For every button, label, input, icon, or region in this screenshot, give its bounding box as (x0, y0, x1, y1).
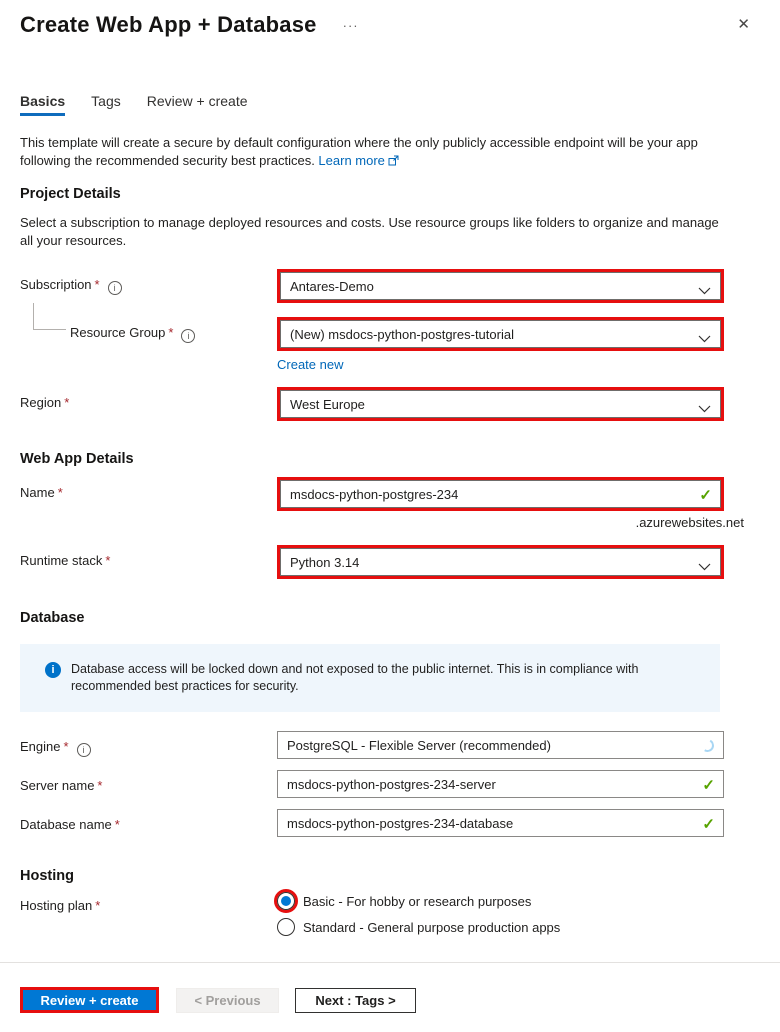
annotation-highlight (277, 477, 724, 511)
runtime-stack-dropdown[interactable] (280, 548, 721, 576)
section-heading-project-details: Project Details (20, 186, 121, 202)
database-name-label: Database name * (20, 817, 120, 832)
engine-row (20, 731, 760, 759)
hosting-plan-option-standard (277, 918, 724, 936)
database-info-banner-text: Database access will be locked down and not exposed to the public internet. This is in compliance with recommended best practices for security. (71, 662, 639, 693)
region-value: West Europe (290, 396, 365, 412)
name-input[interactable] (290, 487, 692, 502)
resource-group-connector (33, 303, 66, 330)
annotation-highlight (277, 387, 724, 421)
required-asterisk: * (114, 817, 120, 832)
annotation-highlight (20, 987, 159, 1013)
external-link-icon (388, 153, 399, 171)
close-icon[interactable]: ✕ (737, 16, 750, 33)
radio-basic-label: Basic - For hobby or research purposes (303, 893, 532, 909)
server-name-input[interactable] (287, 777, 695, 792)
valid-check-icon: ✓ (702, 816, 715, 833)
subscription-label: Subscription * i (20, 269, 277, 295)
more-options-icon[interactable]: ··· (342, 18, 359, 33)
name-row (20, 477, 760, 511)
wizard-tabs (20, 91, 760, 116)
required-asterisk: * (64, 395, 70, 410)
wizard-footer (0, 962, 780, 1013)
engine-label: Engine * i (20, 731, 277, 757)
info-icon[interactable]: i (77, 743, 91, 757)
server-name-input-wrap (277, 770, 724, 798)
required-asterisk: * (95, 898, 101, 913)
review-create-button[interactable]: Review + create (23, 990, 156, 1010)
valid-check-icon: ✓ (702, 777, 715, 794)
info-filled-icon: i (45, 662, 61, 678)
resource-group-dropdown[interactable] (280, 320, 721, 348)
annotation-highlight (277, 317, 724, 351)
region-label: Region * (20, 395, 70, 410)
annotation-highlight (277, 545, 724, 579)
required-asterisk: * (63, 739, 69, 754)
chevron-down-icon (698, 283, 711, 298)
tab-basics[interactable]: Basics (20, 91, 65, 116)
server-name-label: Server name * (20, 778, 103, 793)
server-name-row (20, 770, 760, 798)
page-title: Create Web App + Database (20, 12, 317, 37)
runtime-stack-label: Runtime stack * (20, 553, 111, 568)
pane-header (20, 12, 760, 38)
chevron-down-icon (698, 331, 711, 346)
tab-tags[interactable]: Tags (91, 93, 121, 109)
hosting-plan-option-basic (277, 892, 724, 910)
region-dropdown[interactable] (280, 390, 721, 418)
required-asterisk: * (94, 277, 100, 292)
engine-value: PostgreSQL - Flexible Server (recommended) (287, 737, 551, 753)
database-info-banner (20, 644, 720, 712)
chevron-down-icon (698, 559, 711, 574)
required-asterisk: * (97, 778, 103, 793)
create-new-link-line (277, 357, 760, 372)
intro-sentence: This template will create a secure by default configuration where the only publicly accessible endpoint will be your app following the recommended security best practices. (20, 135, 698, 168)
name-input-wrap (280, 480, 721, 508)
resource-group-value: (New) msdocs-python-postgres-tutorial (290, 326, 514, 342)
info-icon[interactable]: i (108, 281, 122, 295)
resource-group-row (20, 317, 760, 351)
intro-text (20, 134, 742, 170)
required-asterisk: * (105, 553, 111, 568)
previous-button[interactable]: < Previous (176, 988, 279, 1013)
name-label: Name * (20, 485, 63, 500)
annotation-highlight (277, 269, 724, 303)
loading-spinner-icon (700, 738, 716, 754)
annotation-highlight (274, 889, 298, 913)
resource-group-label: Resource Group * i (20, 317, 277, 343)
valid-check-icon: ✓ (699, 487, 712, 504)
runtime-stack-value: Python 3.14 (290, 554, 360, 570)
tab-review-create[interactable]: Review + create (146, 93, 248, 109)
next-tags-button[interactable]: Next : Tags > (295, 988, 416, 1013)
database-name-input-wrap (277, 809, 724, 837)
info-icon[interactable]: i (181, 329, 195, 343)
required-asterisk: * (168, 325, 174, 340)
azurewebsites-suffix: .azurewebsites.net (635, 515, 744, 530)
subscription-row (20, 269, 760, 303)
section-heading-hosting: Hosting (20, 868, 74, 884)
database-name-input[interactable] (287, 816, 695, 831)
radio-standard-label: Standard - General purpose production apps (303, 919, 561, 935)
hosting-plan-label: Hosting plan * (20, 898, 101, 913)
subscription-dropdown[interactable] (280, 272, 721, 300)
subscription-value: Antares-Demo (290, 278, 374, 294)
section-heading-web-app-details: Web App Details (20, 451, 134, 467)
region-row (20, 387, 760, 421)
radio-basic[interactable] (277, 892, 295, 910)
project-details-description: Select a subscription to manage deployed resources and costs. Use resource groups like folders to organize and manage all your resources. (20, 215, 719, 248)
hosting-plan-row (20, 890, 760, 944)
required-asterisk: * (57, 485, 63, 500)
section-heading-database: Database (20, 610, 85, 626)
runtime-stack-row (20, 545, 760, 579)
radio-selected-dot (281, 896, 291, 906)
create-new-link[interactable]: Create new (277, 357, 344, 372)
engine-dropdown[interactable] (277, 731, 724, 759)
chevron-down-icon (698, 401, 711, 416)
radio-standard[interactable] (277, 918, 295, 936)
database-name-row (20, 809, 760, 837)
learn-more-link[interactable]: Learn more (318, 152, 385, 168)
